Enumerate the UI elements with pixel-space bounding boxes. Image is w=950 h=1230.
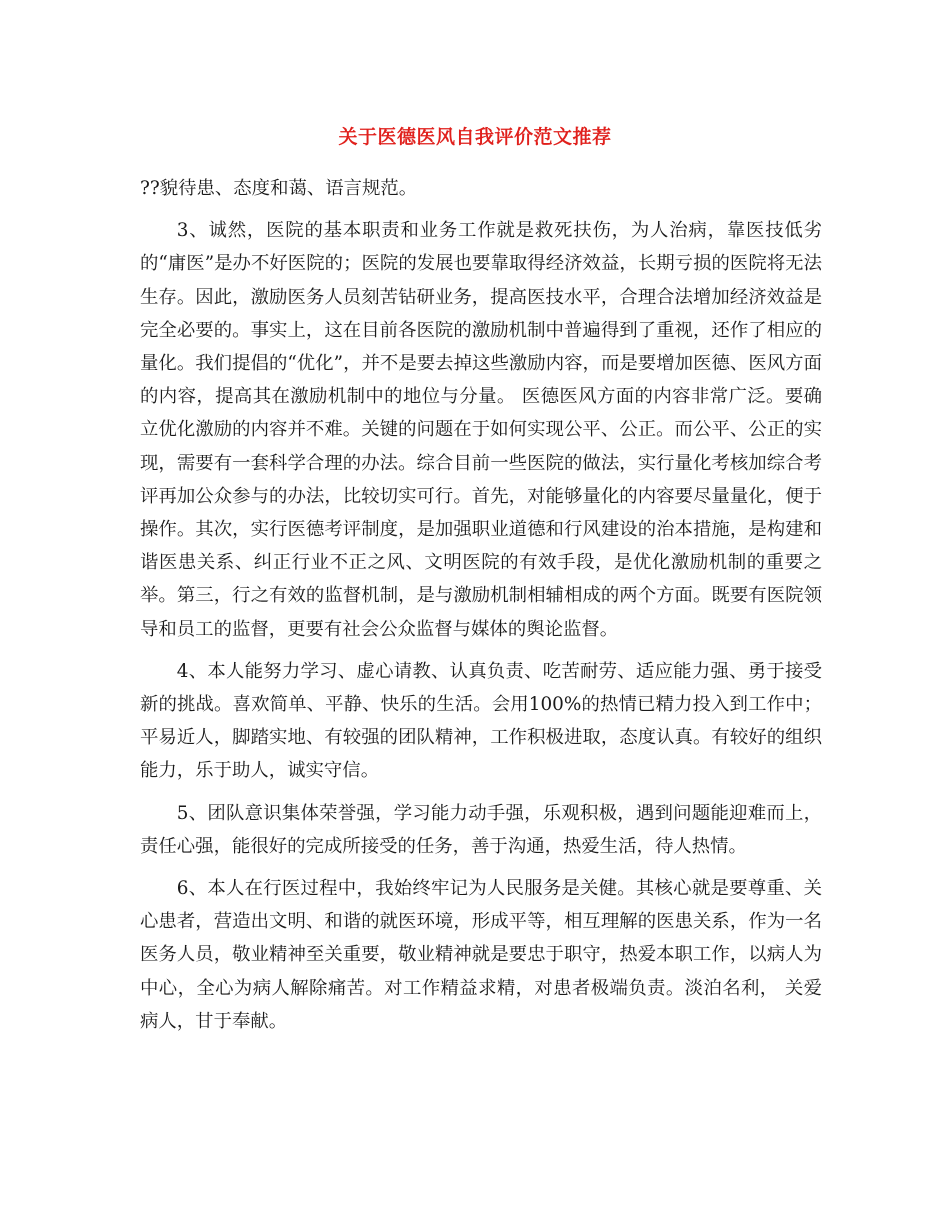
paragraph-5: 5、团队意识集体荣誉强，学习能力动手强，乐观积极，遇到问题能迎难而上，责任心强，能很好的完成所接受的任务，善于沟通，热爱生活，待人热情。 [140,802,822,857]
document-body [140,172,822,1047]
paragraph-6: 6、本人在行医过程中，我始终牢记为人民服务是关健。其核心就是要尊重、关心患者，营造出文明、和谐的就医环境，形成平等，相互理解的医患关系，作为一名医务人员，敬业精神至关重要，敬业精神就是要忠于职守，热爱本职工作，以病人为中心，全心为病人解除痛苦。对工作精益求精，对患者极端负责。淡泊名利， 关爱病人，甘于奉献。 [140,878,822,1032]
document-title: 关于医德医风自我评价范文推荐 [338,126,612,148]
paragraph-3: 3、诚然，医院的基本职责和业务工作就是救死扶伤，为人治病，靠医技低劣的“庸医”是办不好医院的；医院的发展也要靠取得经济效益，长期亏损的医院将无法生存。因此，激励医务人员刻苦钻研业务，提高医技水平，合理合法增加经济效益是完全必要的。事实上，这在目前各医院的激励机制中普遍得到了重视，还作了相应的量化。我们提倡的“优化”，并不是要去掉这些激励内容，而是要增加医德、医风方面的内容，提高其在激励机制中的地位与分量。 医德医风方面的内容非常广泛。要确立优化激励的内容并不难。关键的问题在于如何实现公平、公正。而公平、公正的实现，需要有一套科学合理的办法。综合目前一些医院的做法，实行量化考核加综合考评再加公众参与的办法，比较切实可行。首先，对能够量化的内容要尽量量化，便于操作。其次，实行医德考评制度，是加强职业道德和行风建设的治本措施，是构建和谐医患关系、纠正行业不正之风、文明医院的有效手段，是优化激励机制的重要之举。第三，行之有效的监督机制，是与激励机制相辅相成的两个方面。既要有医院领导和员工的监督，更要有社会公众监督与媒体的舆论监督。 [140,220,822,640]
paragraph-fragment: ??貌待患、态度和蔼、语言规范。 [140,178,418,199]
paragraph-4: 4、本人能努力学习、虚心请教、认真负责、吃苦耐劳、适应能力强、勇于接受新的挑战。喜欢简单、平静、快乐的生活。会用100%的热情已精力投入到工作中；平易近人，脚踏实地、有较强的团队精神，工作积极进取，态度认真。有较好的组织能力，乐于助人，诚实守信。 [140,660,822,782]
